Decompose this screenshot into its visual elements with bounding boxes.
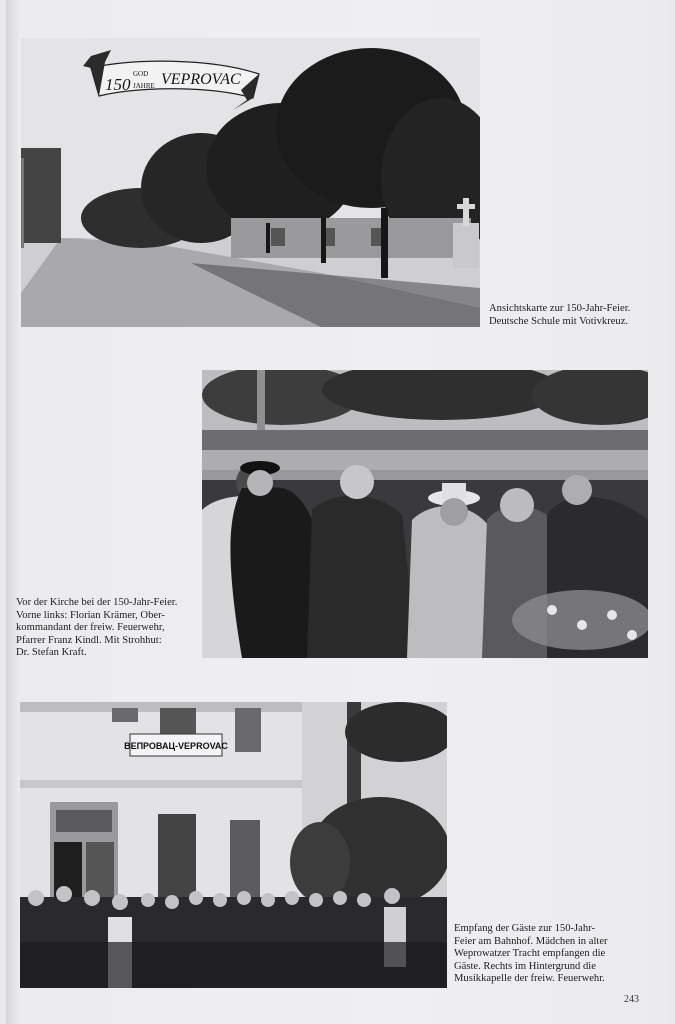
church-caption xyxy=(16,597,177,660)
station-caption xyxy=(454,923,608,986)
banner-small-bottom: JAHRE xyxy=(133,82,155,90)
page-number: 243 xyxy=(624,994,639,1005)
caption-line: Weprowatzer Tracht empfangen die xyxy=(454,948,606,960)
book-page xyxy=(6,0,669,1024)
caption-line: kommandant der freiw. Feuerwehr, xyxy=(16,622,165,634)
caption-line: Musikkapelle der freiw. Feuerwehr. xyxy=(454,973,605,985)
caption-line: Deutsche Schule mit Votivkreuz. xyxy=(489,315,629,327)
caption-line: Empfang der Gäste zur 150-Jahr- xyxy=(454,923,595,934)
caption-line: Pfarrer Franz Kindl. Mit Strohhut: xyxy=(16,634,162,646)
caption-line: Gäste. Rechts im Hintergrund die xyxy=(454,960,596,972)
banner-small-top: GOD xyxy=(133,70,149,78)
postcard-caption xyxy=(489,303,630,328)
postcard-photo xyxy=(21,38,480,327)
banner-number: 150 xyxy=(105,75,131,94)
station-photo xyxy=(20,702,447,988)
church-crowd-photo xyxy=(202,370,648,658)
caption-line: Vorne links: Florian Krämer, Ober- xyxy=(16,609,165,621)
caption-line: Feier am Bahnhof. Mädchen in alter xyxy=(454,935,608,947)
caption-line: Ansichtskarte zur 150-Jahr-Feier. xyxy=(489,303,631,314)
caption-line: Dr. Stefan Kraft. xyxy=(16,647,87,659)
banner-name: VEPROVAC xyxy=(161,71,241,88)
caption-line: Vor der Kirche bei der 150-Jahr-Feier. xyxy=(16,597,178,608)
station-sign-text: ВЕПРОВАЦ-VEPROVAC xyxy=(124,741,228,751)
